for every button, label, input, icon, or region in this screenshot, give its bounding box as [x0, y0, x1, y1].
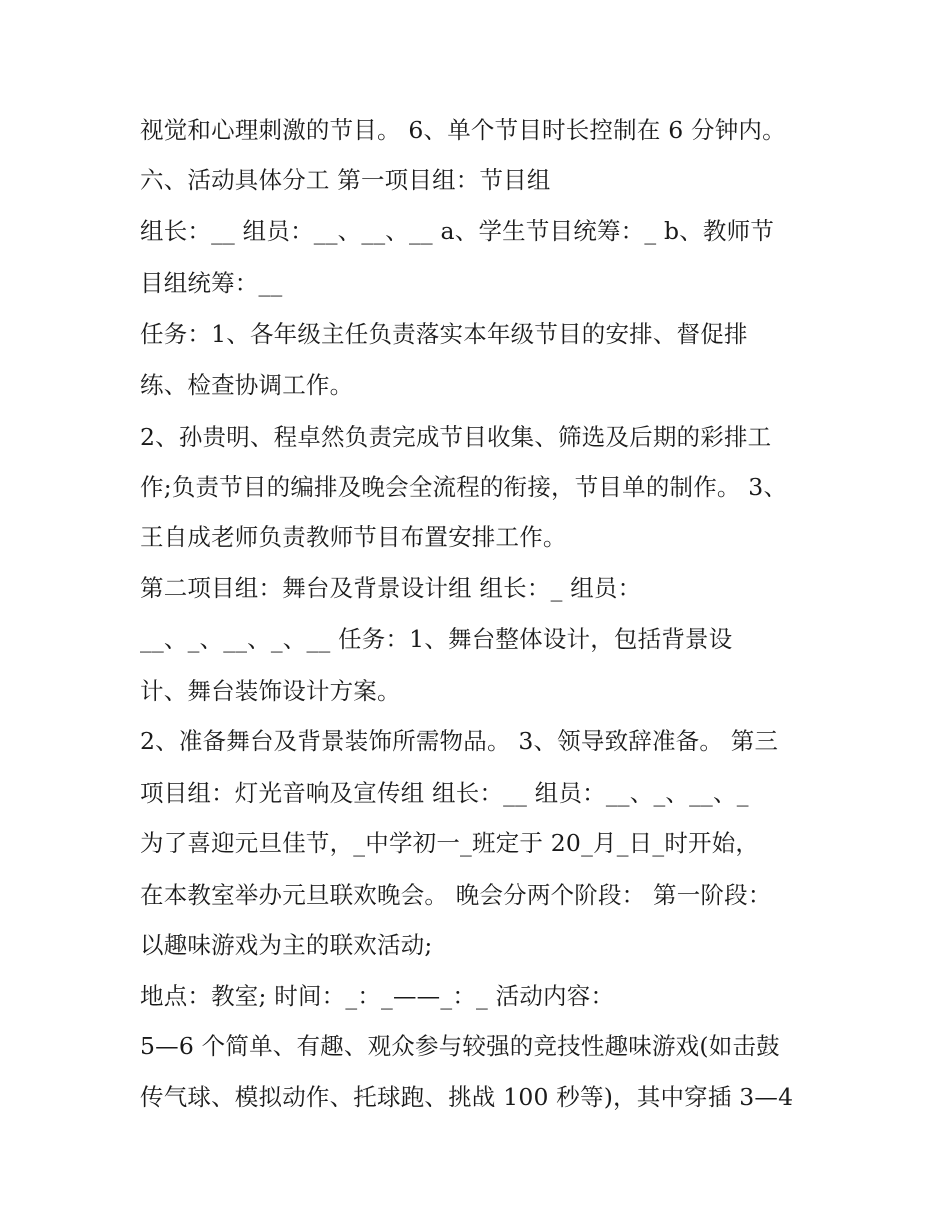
text-line: 计、舞台装饰设计方案。 — [140, 677, 401, 705]
text-line: 第二项目组：舞台及背景设计组 组长：_ 组员： — [140, 574, 642, 602]
text-line: 王自成老师负责教师节目布置安排工作。 — [140, 523, 567, 551]
text-line: 六、活动具体分工 第一项目组：节目组 — [140, 166, 551, 194]
text-line: 作;负责节目的编排及晚会全流程的衔接，节目单的制作。 3、 — [140, 473, 788, 501]
text-line: 地点：教室; 时间：_：_——_：_ 活动内容： — [140, 982, 615, 1010]
text-line: 组长：__ 组员：__、__、__ a、学生节目统筹：_ b、教师节 — [140, 217, 775, 245]
text-line: 项目组：灯光音响及宣传组 组长：__ 组员：__、_、__、_ — [140, 779, 749, 807]
text-line: 目组统筹：__ — [140, 269, 283, 297]
text-line: 以趣味游戏为主的联欢活动; — [140, 931, 433, 959]
text-line: 练、检查协调工作。 — [140, 371, 354, 399]
text-line: 视觉和心理刺激的节目。 6、单个节目时长控制在 6 分钟内。 — [140, 116, 786, 144]
text-line: 在本教室举办元旦联欢晚会。 晚会分两个阶段： 第一阶段： — [140, 881, 772, 909]
text-line: 传气球、模拟动作、托球跑、挑战 100 秒等)，其中穿插 3—4 — [140, 1083, 794, 1111]
text-line: 2、孙贵明、程卓然负责完成节目收集、筛选及后期的彩排工 — [140, 423, 772, 451]
text-line: 任务：1、各年级主任负责落实本年级节目的安排、督促排 — [140, 320, 748, 348]
text-line: 为了喜迎元旦佳节，_中学初一_班定于 20_月_日_时开始， — [140, 829, 760, 857]
text-line: __、_、__、_、__ 任务：1、舞台整体设计，包括背景设 — [140, 625, 733, 653]
text-line: 5—6 个简单、有趣、观众参与较强的竞技性趣味游戏(如击鼓 — [140, 1032, 780, 1060]
text-line: 2、准备舞台及背景装饰所需物品。 3、领导致辞准备。 第三 — [140, 727, 779, 755]
